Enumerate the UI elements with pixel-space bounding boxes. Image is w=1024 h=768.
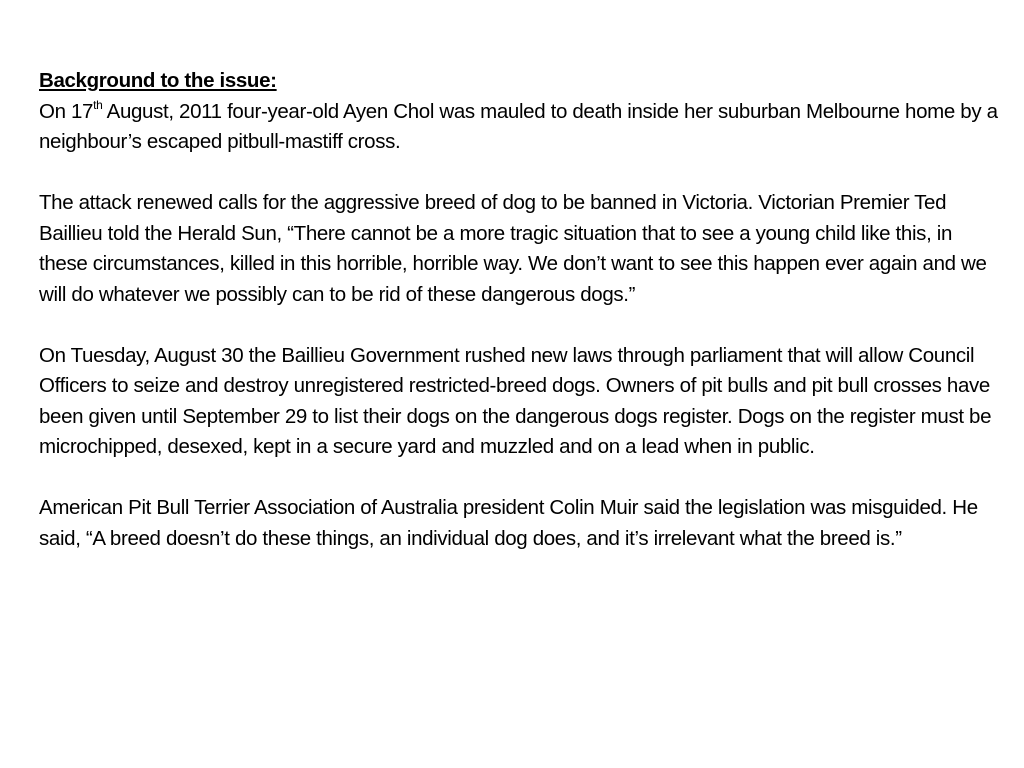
paragraph-2: The attack renewed calls for the aggressive breed of dog to be banned in Victoria. Victorian Premier Ted Baillieu told the Herald Sun, “There cannot be a more tragic situation that to see a young child like this, in these circumstances, killed in this horrible, horrible way. We don’t want to see this happen ever again and we will do whatever we possibly can to be rid of these dangerous dogs.” [39,191,987,306]
paragraph-4-block [39,493,999,554]
section-heading: Background to the issue: [39,69,277,92]
paragraph-3: On Tuesday, August 30 the Baillieu Government rushed new laws through parliament that will allow Council Officers to seize and destroy unregistered restricted-breed dogs. Owners of pit bulls and pit bull crosses have been given until September 29 to list their dogs on the dangerous dogs register. Dogs on the register must be microchipped, desexed, kept in a secure yard and muzzled and on a lead when in public. [39,343,992,458]
slide-text-body [39,66,999,585]
paragraph-1-start: On 17 [39,99,94,123]
paragraph-1 [39,97,999,158]
paragraph-background [39,66,999,158]
paragraph-3-block [39,341,999,463]
paragraph-1-rest: August, 2011 four-year-old Ayen Chol was mauled to death inside her suburban Melbourne home by a neighbour’s escaped pitbull-mastiff cross. [39,99,998,153]
paragraph-2-block [39,188,999,310]
paragraph-4: American Pit Bull Terrier Association of Australia president Colin Muir said the legislation was misguided. He said, “A breed doesn’t do these things, an individual dog does, and it’s irrelevant what the breed is.” [39,496,978,550]
ordinal-suffix: th [93,97,103,112]
